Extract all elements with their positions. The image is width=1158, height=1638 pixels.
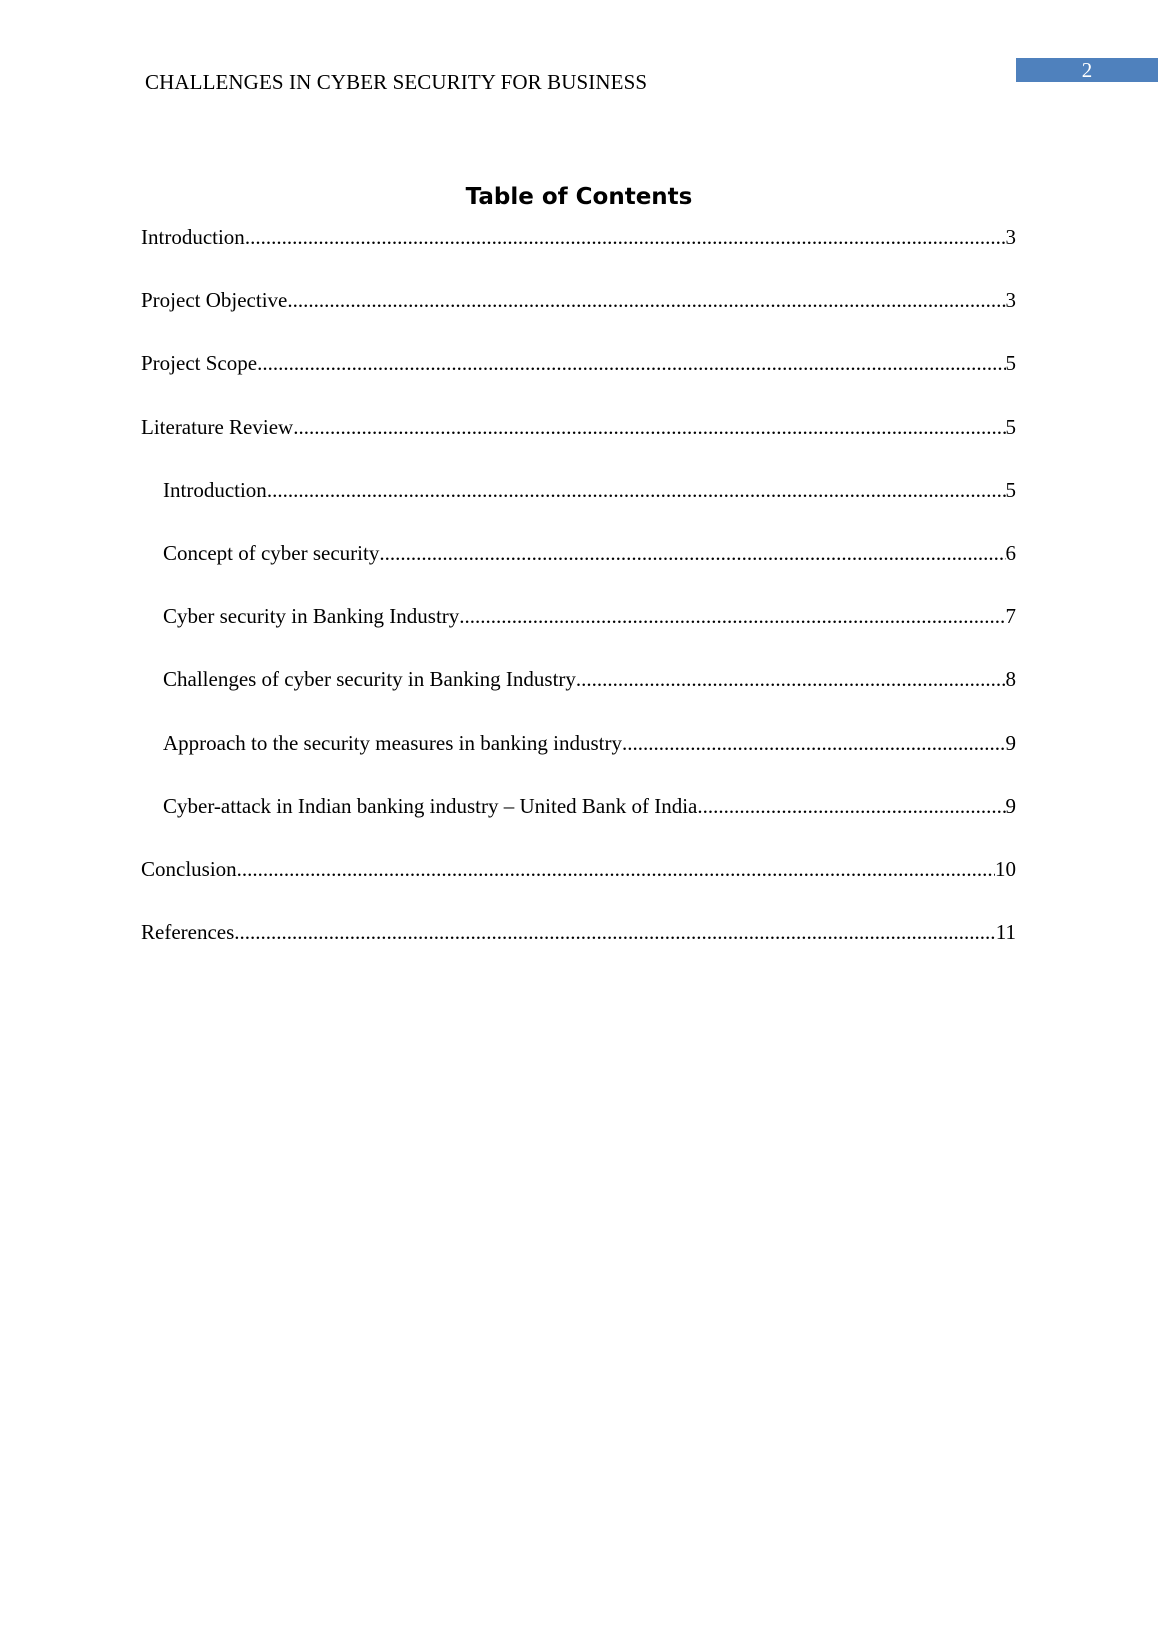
toc-entry-concept-of-cyber-security[interactable] <box>141 536 1016 599</box>
toc-entry-label: Conclusion <box>141 856 237 881</box>
toc-entry-label: Introduction <box>141 225 245 249</box>
toc-dot-leader <box>267 473 1006 507</box>
toc-entry-references[interactable] <box>141 915 1016 978</box>
toc-entry-label: Cyber-attack in Indian banking industry – United Bank of India <box>163 793 698 818</box>
toc-entry-label: Literature Review <box>141 414 294 439</box>
toc-entry-cyber-attack-united-bank[interactable] <box>141 789 1016 852</box>
toc-entry-project-scope[interactable] <box>141 346 1016 409</box>
toc-entry-approach-security-measures[interactable] <box>141 726 1016 789</box>
toc-entry-label: Project Scope <box>141 351 258 376</box>
toc-list <box>141 220 1016 978</box>
toc-entry-page: 10 <box>995 856 1016 881</box>
toc-dot-leader <box>234 915 995 949</box>
toc-entry-label: Project Objective <box>141 288 288 313</box>
toc-entry-page: 8 <box>1005 667 1016 692</box>
toc-entry-page: 7 <box>1005 604 1016 629</box>
toc-entry-challenges-banking[interactable] <box>141 662 1016 725</box>
toc-entry-page: 11 <box>995 920 1016 945</box>
toc-dot-leader <box>622 726 1006 760</box>
toc-entry-page: 5 <box>1005 414 1016 439</box>
toc-dot-leader <box>293 410 1005 444</box>
toc-dot-leader <box>257 346 1005 380</box>
toc-entry-label: References <box>141 920 235 945</box>
toc-entry-introduction[interactable] <box>141 220 1016 283</box>
running-header: CHALLENGES IN CYBER SECURITY FOR BUSINESS <box>145 70 648 94</box>
toc-entry-page: 6 <box>1005 540 1016 565</box>
toc-entry-label: Cyber security in Banking Industry <box>163 604 460 629</box>
toc-entry-conclusion[interactable] <box>141 852 1016 915</box>
toc-entry-label: Introduction <box>163 477 267 502</box>
toc-entry-page: 5 <box>1005 477 1016 502</box>
toc-entry-cyber-security-banking[interactable] <box>141 599 1016 662</box>
toc-entry-literature-review[interactable] <box>141 410 1016 473</box>
toc-entry-label: Approach to the security measures in banking industry <box>163 730 622 755</box>
toc-dot-leader <box>287 283 1005 317</box>
toc-dot-leader <box>459 599 1005 633</box>
toc-entry-project-objective[interactable] <box>141 283 1016 346</box>
toc-entry-lit-introduction[interactable] <box>141 473 1016 536</box>
toc-dot-leader <box>576 662 1006 696</box>
toc-entry-label: Concept of cyber security <box>163 540 380 565</box>
toc-title: Table of Contents <box>465 184 693 210</box>
toc-entry-page: 3 <box>1005 225 1016 249</box>
toc-entry-page: 9 <box>1005 793 1016 818</box>
toc-entry-page: 3 <box>1005 288 1016 313</box>
toc-dot-leader <box>379 536 1005 570</box>
toc-entry-label: Challenges of cyber security in Banking Industry <box>163 667 576 692</box>
toc-dot-leader <box>237 852 995 886</box>
toc-dot-leader <box>245 220 1006 254</box>
toc-entry-page: 5 <box>1005 351 1016 376</box>
toc-entry-page: 9 <box>1005 730 1016 755</box>
toc-dot-leader <box>697 789 1005 823</box>
page-number-badge: 2 <box>1016 58 1158 82</box>
